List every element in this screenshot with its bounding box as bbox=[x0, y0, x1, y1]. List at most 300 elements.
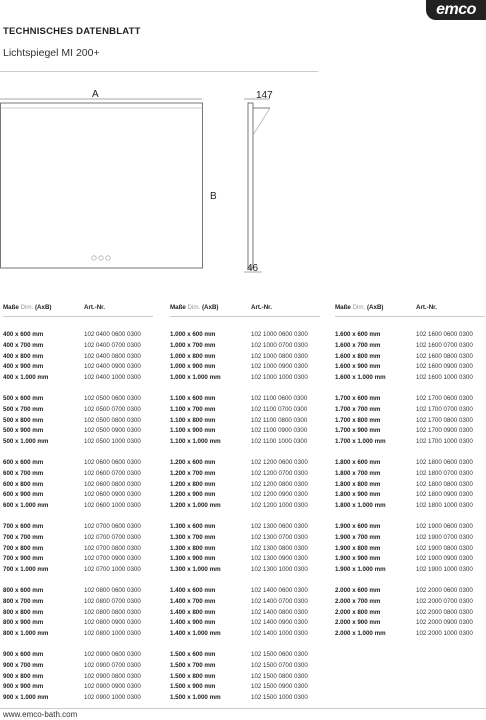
table-row bbox=[170, 533, 320, 544]
article-number-cell: 102 0600 0900 0300 bbox=[84, 491, 141, 499]
table-row bbox=[335, 544, 485, 555]
table-row bbox=[3, 469, 153, 480]
row-group bbox=[3, 394, 153, 448]
page-title: TECHNISCHES DATENBLATT bbox=[3, 26, 141, 37]
table-row bbox=[170, 458, 320, 469]
size-cell: 1.300 x 600 mm bbox=[170, 523, 216, 530]
article-number-cell: 102 0900 0900 0300 bbox=[84, 683, 141, 691]
table-row bbox=[335, 586, 485, 597]
size-cell: 800 x 800 mm bbox=[3, 608, 44, 616]
table-row bbox=[3, 554, 153, 565]
table-row bbox=[170, 426, 320, 437]
size-cell: 1.400 x 600 mm bbox=[170, 587, 216, 594]
row-group bbox=[335, 522, 485, 576]
column-header-size: Maße Dim. (AxB) bbox=[335, 304, 384, 311]
size-cell: 600 x 700 mm bbox=[3, 469, 44, 477]
size-cell: 1.700 x 600 mm bbox=[335, 395, 381, 402]
table-row bbox=[170, 480, 320, 491]
size-cell: 1.500 x 1.000 mm bbox=[170, 694, 221, 702]
table-row bbox=[3, 661, 153, 672]
column-header-article: Art.-Nr. bbox=[251, 304, 272, 311]
table-row bbox=[3, 490, 153, 501]
article-number-cell: 102 0900 0600 0300 bbox=[84, 651, 141, 658]
article-number-cell: 102 1800 1000 0300 bbox=[416, 502, 473, 510]
table-row bbox=[170, 597, 320, 608]
touch-button-2 bbox=[99, 256, 103, 260]
size-cell: 1.600 x 900 mm bbox=[335, 363, 381, 371]
article-number-cell: 102 1100 0800 0300 bbox=[251, 416, 308, 424]
size-cell: 700 x 900 mm bbox=[3, 555, 44, 563]
article-number-cell: 102 2000 1000 0300 bbox=[416, 630, 473, 638]
article-number-cell: 102 1000 0800 0300 bbox=[251, 352, 308, 360]
table-row bbox=[170, 469, 320, 480]
mirror-drawing bbox=[0, 85, 300, 280]
table-row bbox=[335, 565, 485, 576]
size-cell: 1.000 x 600 mm bbox=[170, 331, 216, 338]
table-row bbox=[3, 373, 153, 384]
size-cell: 2.000 x 700 mm bbox=[335, 597, 381, 605]
size-cell: 1.400 x 1.000 mm bbox=[170, 630, 221, 638]
table-row bbox=[3, 458, 153, 469]
size-cell: 1.600 x 700 mm bbox=[335, 341, 381, 349]
table-row bbox=[3, 480, 153, 491]
article-number-cell: 102 1300 0800 0300 bbox=[251, 544, 308, 552]
size-cell: 2.000 x 900 mm bbox=[335, 619, 381, 627]
table-row bbox=[170, 672, 320, 683]
article-number-cell: 102 1800 0800 0300 bbox=[416, 480, 473, 488]
table-row bbox=[170, 501, 320, 512]
table-row bbox=[3, 394, 153, 405]
size-cell: 2.000 x 600 mm bbox=[335, 587, 381, 594]
size-cell: 1.000 x 900 mm bbox=[170, 363, 216, 371]
article-number-cell: 102 1900 1000 0300 bbox=[416, 566, 473, 574]
article-number-cell: 102 0600 0800 0300 bbox=[84, 480, 141, 488]
article-number-cell: 102 0500 0600 0300 bbox=[84, 395, 141, 402]
table-row bbox=[335, 394, 485, 405]
article-number-cell: 102 1900 0600 0300 bbox=[416, 523, 473, 530]
size-cell: 1.100 x 700 mm bbox=[170, 405, 216, 413]
table-row bbox=[335, 533, 485, 544]
table-row bbox=[170, 682, 320, 693]
size-cell: 1.900 x 800 mm bbox=[335, 544, 381, 552]
row-group bbox=[3, 458, 153, 512]
size-cell: 1.500 x 800 mm bbox=[170, 672, 216, 680]
row-group bbox=[335, 586, 485, 640]
size-cell: 1.800 x 800 mm bbox=[335, 480, 381, 488]
article-number-cell: 102 0700 0700 0300 bbox=[84, 533, 141, 541]
article-number-cell: 102 1900 0900 0300 bbox=[416, 555, 473, 563]
header-underline bbox=[170, 316, 320, 317]
dimension-label-b: B bbox=[210, 191, 217, 202]
size-cell: 1.200 x 600 mm bbox=[170, 459, 216, 466]
article-number-cell: 102 1500 0600 0300 bbox=[251, 651, 308, 658]
article-number-cell: 102 2000 0800 0300 bbox=[416, 608, 473, 616]
row-group bbox=[170, 458, 320, 512]
table-row bbox=[3, 352, 153, 363]
table-row bbox=[335, 416, 485, 427]
table-row bbox=[170, 437, 320, 448]
dimension-label-depth-bottom: 46 bbox=[247, 263, 259, 274]
article-number-cell: 102 1000 0600 0300 bbox=[251, 331, 308, 338]
table-row bbox=[170, 544, 320, 555]
article-number-cell: 102 1400 1000 0300 bbox=[251, 630, 308, 638]
article-number-cell: 102 0400 0600 0300 bbox=[84, 331, 141, 338]
size-cell: 1.600 x 800 mm bbox=[335, 352, 381, 360]
table-row bbox=[335, 629, 485, 640]
size-cell: 1.700 x 1.000 mm bbox=[335, 438, 386, 446]
table-row bbox=[170, 341, 320, 352]
row-group bbox=[335, 394, 485, 448]
article-number-cell: 102 1200 0600 0300 bbox=[251, 459, 308, 466]
size-cell: 1.200 x 700 mm bbox=[170, 469, 216, 477]
row-group bbox=[170, 650, 320, 704]
article-number-cell: 102 1200 1000 0300 bbox=[251, 502, 308, 510]
table-row bbox=[3, 437, 153, 448]
column-header-article: Art.-Nr. bbox=[84, 304, 105, 311]
technical-drawing bbox=[0, 85, 300, 280]
size-cell: 1.100 x 600 mm bbox=[170, 395, 216, 402]
article-number-cell: 102 1400 0800 0300 bbox=[251, 608, 308, 616]
table-row bbox=[3, 650, 153, 661]
table-row bbox=[335, 469, 485, 480]
size-cell: 400 x 1.000 mm bbox=[3, 374, 49, 382]
article-number-cell: 102 0900 1000 0300 bbox=[84, 694, 141, 702]
emco-logo: emco bbox=[426, 0, 486, 20]
article-number-cell: 102 0400 0700 0300 bbox=[84, 341, 141, 349]
column-header-size: Maße Dim. (AxB) bbox=[170, 304, 219, 311]
table-row bbox=[3, 533, 153, 544]
dimension-label-a: A bbox=[92, 89, 99, 100]
size-cell: 1.800 x 600 mm bbox=[335, 459, 381, 466]
table-row bbox=[3, 330, 153, 341]
size-cell: 1.700 x 900 mm bbox=[335, 427, 381, 435]
size-cell: 800 x 700 mm bbox=[3, 597, 44, 605]
table-row bbox=[170, 352, 320, 363]
article-number-cell: 102 0800 0800 0300 bbox=[84, 608, 141, 616]
table-row bbox=[335, 490, 485, 501]
footer-url: www.emco-bath.com bbox=[3, 710, 78, 719]
table-row bbox=[335, 330, 485, 341]
size-cell: 1.800 x 700 mm bbox=[335, 469, 381, 477]
header-divider bbox=[0, 71, 318, 72]
size-cell: 1.100 x 800 mm bbox=[170, 416, 216, 424]
article-number-cell: 102 2000 0600 0300 bbox=[416, 587, 473, 594]
article-number-cell: 102 1300 0900 0300 bbox=[251, 555, 308, 563]
article-number-cell: 102 0500 0900 0300 bbox=[84, 427, 141, 435]
table-row bbox=[335, 458, 485, 469]
size-cell: 800 x 1.000 mm bbox=[3, 630, 49, 638]
size-cell: 400 x 900 mm bbox=[3, 363, 44, 371]
table-row bbox=[335, 405, 485, 416]
size-cell: 600 x 1.000 mm bbox=[3, 502, 49, 510]
size-cell: 2.000 x 1.000 mm bbox=[335, 630, 386, 638]
size-cell: 1.800 x 1.000 mm bbox=[335, 502, 386, 510]
size-cell: 1.300 x 900 mm bbox=[170, 555, 216, 563]
article-number-cell: 102 0800 0900 0300 bbox=[84, 619, 141, 627]
table-row bbox=[170, 394, 320, 405]
article-number-cell: 102 1500 0900 0300 bbox=[251, 683, 308, 691]
row-group bbox=[170, 394, 320, 448]
article-number-cell: 102 0900 0700 0300 bbox=[84, 661, 141, 669]
table-header bbox=[3, 304, 153, 314]
table-header bbox=[170, 304, 320, 314]
column-header-article: Art.-Nr. bbox=[416, 304, 437, 311]
article-number-cell: 102 1300 0700 0300 bbox=[251, 533, 308, 541]
size-cell: 600 x 800 mm bbox=[3, 480, 44, 488]
table-row bbox=[3, 565, 153, 576]
table-row bbox=[3, 362, 153, 373]
size-cell: 1.600 x 600 mm bbox=[335, 331, 381, 338]
size-cell: 700 x 1.000 mm bbox=[3, 566, 49, 574]
table-row bbox=[3, 618, 153, 629]
side-profile bbox=[248, 103, 253, 268]
table-row bbox=[3, 682, 153, 693]
article-number-cell: 102 1500 1000 0300 bbox=[251, 694, 308, 702]
table-row bbox=[3, 672, 153, 683]
size-cell: 600 x 600 mm bbox=[3, 459, 44, 466]
article-number-cell: 102 1700 0900 0300 bbox=[416, 427, 473, 435]
article-number-cell: 102 0700 0800 0300 bbox=[84, 544, 141, 552]
size-cell: 400 x 600 mm bbox=[3, 331, 44, 338]
article-number-cell: 102 1400 0600 0300 bbox=[251, 587, 308, 594]
article-number-cell: 102 1000 0700 0300 bbox=[251, 341, 308, 349]
product-name: Lichtspiegel MI 200+ bbox=[3, 47, 100, 59]
article-number-cell: 102 0400 0900 0300 bbox=[84, 363, 141, 371]
article-number-cell: 102 1400 0900 0300 bbox=[251, 619, 308, 627]
size-cell: 1.900 x 1.000 mm bbox=[335, 566, 386, 574]
row-group bbox=[335, 458, 485, 512]
size-cell: 700 x 800 mm bbox=[3, 544, 44, 552]
table-row bbox=[335, 608, 485, 619]
table-row bbox=[170, 554, 320, 565]
row-group bbox=[3, 586, 153, 640]
article-number-cell: 102 1900 0800 0300 bbox=[416, 544, 473, 552]
table-row bbox=[170, 608, 320, 619]
size-cell: 900 x 800 mm bbox=[3, 672, 44, 680]
size-cell: 1.700 x 800 mm bbox=[335, 416, 381, 424]
table-row bbox=[3, 608, 153, 619]
article-number-cell: 102 0700 0900 0300 bbox=[84, 555, 141, 563]
touch-button-3 bbox=[106, 256, 110, 260]
size-cell: 1.100 x 1.000 mm bbox=[170, 438, 221, 446]
article-number-cell: 102 1500 0700 0300 bbox=[251, 661, 308, 669]
size-cell: 1.900 x 700 mm bbox=[335, 533, 381, 541]
size-cell: 1.400 x 700 mm bbox=[170, 597, 216, 605]
table-row bbox=[335, 362, 485, 373]
article-number-cell: 102 0500 0700 0300 bbox=[84, 405, 141, 413]
article-number-cell: 102 1600 1000 0300 bbox=[416, 374, 473, 382]
table-row bbox=[3, 426, 153, 437]
table-row bbox=[170, 405, 320, 416]
article-number-cell: 102 1500 0800 0300 bbox=[251, 672, 308, 680]
row-group bbox=[170, 330, 320, 384]
article-number-cell: 102 0600 1000 0300 bbox=[84, 502, 141, 510]
article-number-cell: 102 0800 0700 0300 bbox=[84, 597, 141, 605]
size-cell: 500 x 900 mm bbox=[3, 427, 44, 435]
row-group bbox=[3, 330, 153, 384]
size-cell: 1.000 x 800 mm bbox=[170, 352, 216, 360]
table-row bbox=[335, 426, 485, 437]
article-number-cell: 102 2000 0900 0300 bbox=[416, 619, 473, 627]
article-number-cell: 102 1000 0900 0300 bbox=[251, 363, 308, 371]
size-cell: 1.800 x 900 mm bbox=[335, 491, 381, 499]
article-number-cell: 102 0700 0600 0300 bbox=[84, 523, 141, 530]
size-cell: 1.100 x 900 mm bbox=[170, 427, 216, 435]
table-row bbox=[335, 522, 485, 533]
size-cell: 900 x 900 mm bbox=[3, 683, 44, 691]
article-number-cell: 102 1600 0600 0300 bbox=[416, 331, 473, 338]
table-row bbox=[3, 544, 153, 555]
table-row bbox=[3, 693, 153, 704]
article-number-cell: 102 1400 0700 0300 bbox=[251, 597, 308, 605]
table-row bbox=[335, 341, 485, 352]
size-cell: 1.900 x 600 mm bbox=[335, 523, 381, 530]
size-cell: 1.200 x 1.000 mm bbox=[170, 502, 221, 510]
article-number-cell: 102 1200 0800 0300 bbox=[251, 480, 308, 488]
table-row bbox=[3, 416, 153, 427]
size-cell: 500 x 1.000 mm bbox=[3, 438, 49, 446]
table-row bbox=[3, 341, 153, 352]
article-number-cell: 102 1200 0900 0300 bbox=[251, 491, 308, 499]
touch-button-1 bbox=[92, 256, 96, 260]
size-cell: 800 x 600 mm bbox=[3, 587, 44, 594]
size-cell: 1.300 x 1.000 mm bbox=[170, 566, 221, 574]
article-number-cell: 102 1100 1000 0300 bbox=[251, 438, 308, 446]
table-row bbox=[3, 501, 153, 512]
table-row bbox=[170, 618, 320, 629]
size-cell: 900 x 600 mm bbox=[3, 651, 44, 658]
size-cell: 1.200 x 800 mm bbox=[170, 480, 216, 488]
article-number-cell: 102 1100 0900 0300 bbox=[251, 427, 308, 435]
table-row bbox=[335, 554, 485, 565]
size-cell: 700 x 600 mm bbox=[3, 523, 44, 530]
article-number-cell: 102 0400 0800 0300 bbox=[84, 352, 141, 360]
column-header-size: Maße Dim. (AxB) bbox=[3, 304, 52, 311]
size-cell: 1.200 x 900 mm bbox=[170, 491, 216, 499]
table-row bbox=[3, 522, 153, 533]
row-group bbox=[170, 586, 320, 640]
size-cell: 1.400 x 900 mm bbox=[170, 619, 216, 627]
table-row bbox=[335, 373, 485, 384]
size-cell: 1.700 x 700 mm bbox=[335, 405, 381, 413]
article-number-cell: 102 0500 0800 0300 bbox=[84, 416, 141, 424]
article-number-cell: 102 2000 0700 0300 bbox=[416, 597, 473, 605]
header-underline bbox=[335, 316, 485, 317]
size-cell: 1.300 x 800 mm bbox=[170, 544, 216, 552]
size-cell: 500 x 700 mm bbox=[3, 405, 44, 413]
article-number-cell: 102 1600 0800 0300 bbox=[416, 352, 473, 360]
article-number-cell: 102 1000 1000 0300 bbox=[251, 374, 308, 382]
table-row bbox=[170, 586, 320, 597]
table-row bbox=[170, 565, 320, 576]
article-number-cell: 102 1900 0700 0300 bbox=[416, 533, 473, 541]
table-row bbox=[170, 416, 320, 427]
article-number-cell: 102 1700 1000 0300 bbox=[416, 438, 473, 446]
size-cell: 2.000 x 800 mm bbox=[335, 608, 381, 616]
row-group bbox=[3, 522, 153, 576]
article-number-cell: 102 1100 0700 0300 bbox=[251, 405, 308, 413]
article-number-cell: 102 1300 1000 0300 bbox=[251, 566, 308, 574]
table-row bbox=[3, 597, 153, 608]
article-number-cell: 102 0900 0800 0300 bbox=[84, 672, 141, 680]
size-cell: 400 x 700 mm bbox=[3, 341, 44, 349]
article-number-cell: 102 0400 1000 0300 bbox=[84, 374, 141, 382]
table-row bbox=[170, 629, 320, 640]
size-cell: 1.500 x 900 mm bbox=[170, 683, 216, 691]
size-cell: 900 x 1.000 mm bbox=[3, 694, 49, 702]
size-cell: 900 x 700 mm bbox=[3, 661, 44, 669]
dimension-label-depth-top: 147 bbox=[256, 90, 273, 101]
article-number-cell: 102 0800 1000 0300 bbox=[84, 630, 141, 638]
article-number-cell: 102 0600 0700 0300 bbox=[84, 469, 141, 477]
table-row bbox=[335, 501, 485, 512]
size-cell: 1.000 x 700 mm bbox=[170, 341, 216, 349]
size-cell: 1.400 x 800 mm bbox=[170, 608, 216, 616]
side-light-bevel bbox=[253, 108, 270, 135]
table-row bbox=[3, 586, 153, 597]
size-cell: 500 x 800 mm bbox=[3, 416, 44, 424]
header-underline bbox=[3, 316, 153, 317]
article-number-cell: 102 1800 0700 0300 bbox=[416, 469, 473, 477]
size-cell: 700 x 700 mm bbox=[3, 533, 44, 541]
table-row bbox=[335, 480, 485, 491]
mirror-outline bbox=[1, 103, 203, 268]
table-header bbox=[335, 304, 485, 314]
row-group bbox=[335, 330, 485, 384]
article-number-cell: 102 1100 0600 0300 bbox=[251, 395, 308, 402]
table-row bbox=[170, 373, 320, 384]
article-number-cell: 102 1700 0800 0300 bbox=[416, 416, 473, 424]
size-cell: 500 x 600 mm bbox=[3, 395, 44, 402]
article-number-cell: 102 0600 0600 0300 bbox=[84, 459, 141, 466]
table-row bbox=[170, 522, 320, 533]
size-cell: 1.900 x 900 mm bbox=[335, 555, 381, 563]
article-number-cell: 102 1300 0600 0300 bbox=[251, 523, 308, 530]
table-row bbox=[170, 693, 320, 704]
article-number-cell: 102 1200 0700 0300 bbox=[251, 469, 308, 477]
article-number-cell: 102 0800 0600 0300 bbox=[84, 587, 141, 594]
table-row bbox=[3, 405, 153, 416]
table-row bbox=[170, 650, 320, 661]
table-row bbox=[170, 330, 320, 341]
size-cell: 1.500 x 700 mm bbox=[170, 661, 216, 669]
size-cell: 1.000 x 1.000 mm bbox=[170, 374, 221, 382]
size-cell: 600 x 900 mm bbox=[3, 491, 44, 499]
table-row bbox=[335, 352, 485, 363]
article-number-cell: 102 1600 0700 0300 bbox=[416, 341, 473, 349]
article-number-cell: 102 0500 1000 0300 bbox=[84, 438, 141, 446]
row-group bbox=[3, 650, 153, 704]
footer-divider bbox=[0, 708, 486, 709]
table-row bbox=[335, 618, 485, 629]
table-row bbox=[170, 362, 320, 373]
size-cell: 1.500 x 600 mm bbox=[170, 651, 216, 658]
table-row bbox=[335, 437, 485, 448]
size-cell: 1.600 x 1.000 mm bbox=[335, 374, 386, 382]
article-number-cell: 102 1700 0700 0300 bbox=[416, 405, 473, 413]
row-group bbox=[170, 522, 320, 576]
table-row bbox=[170, 490, 320, 501]
article-number-cell: 102 1600 0900 0300 bbox=[416, 363, 473, 371]
size-cell: 400 x 800 mm bbox=[3, 352, 44, 360]
article-number-cell: 102 1700 0600 0300 bbox=[416, 395, 473, 402]
table-row bbox=[335, 597, 485, 608]
size-cell: 800 x 900 mm bbox=[3, 619, 44, 627]
table-row bbox=[170, 661, 320, 672]
table-row bbox=[3, 629, 153, 640]
article-number-cell: 102 1800 0900 0300 bbox=[416, 491, 473, 499]
article-number-cell: 102 0700 1000 0300 bbox=[84, 566, 141, 574]
